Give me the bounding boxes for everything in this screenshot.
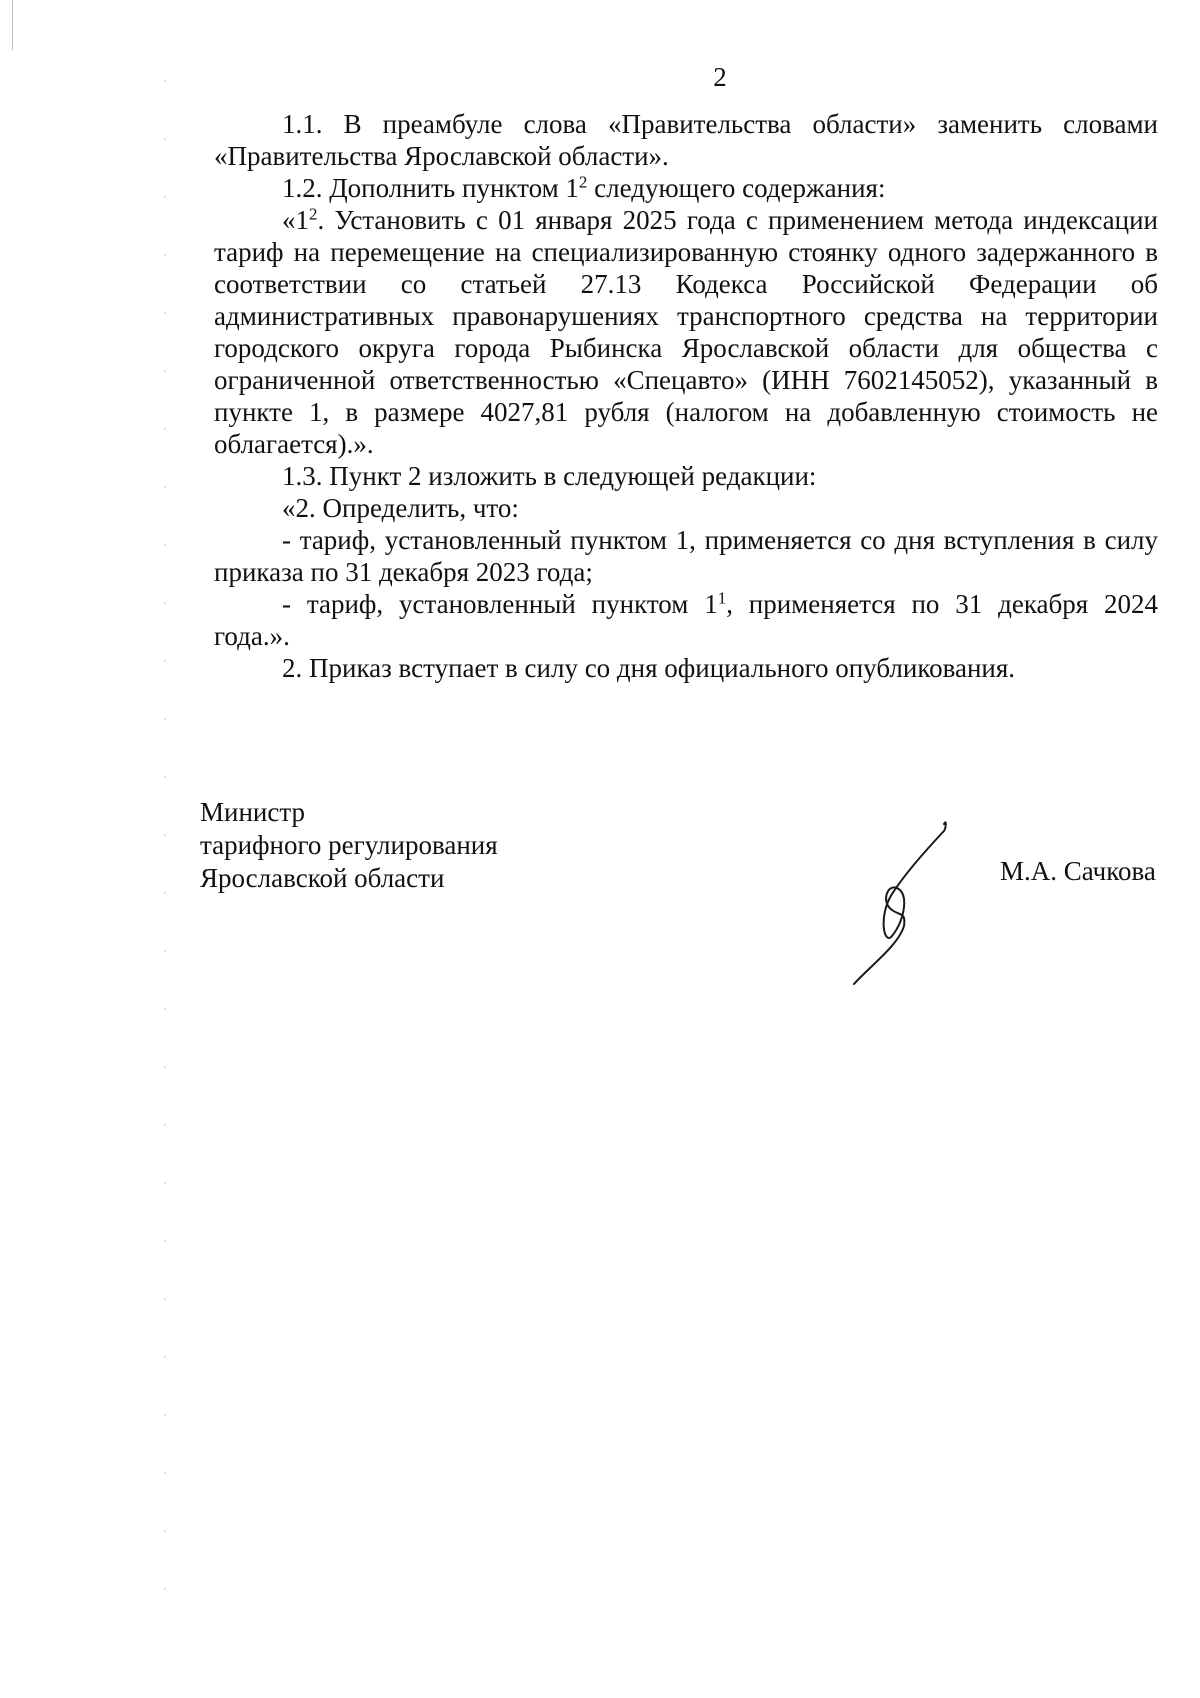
paragraph: - тариф, установленный пунктом 1, применяется со дня вступления в силу приказа по 31 декабря 2023 года;: [214, 525, 1158, 587]
superscript: 2: [309, 204, 318, 224]
signatory-title-line: тарифного регулирования: [200, 830, 498, 860]
handwritten-signature: [848, 818, 958, 988]
signatory-name: М.А. Сачкова: [1000, 856, 1156, 886]
signatory-title-line: Министр: [200, 797, 305, 827]
paragraph: 1.1. В преамбуле слова «Правительства области» заменить словами «Правительства Ярославской области».: [214, 109, 1158, 171]
signatory-title-line: Ярославской области: [200, 863, 445, 893]
paragraph: 1.2. Дополнить пунктом $1^2$ следующего содержания:: [282, 172, 886, 203]
margin-scan-dots: [164, 80, 166, 1600]
paragraph: «$1^2$. Установить с 01 января 2025 года с применением метода индексации тариф на перемещение на специализированную стоянку одного задержанного в соответствии со статьей 27.13 Кодекса Российской Федерации об административных правонарушениях транспортного средства на территории городского округа города Рыбинска Ярославской области для общества с ограниченной ответственностью «Спецавто» (ИНН 7602145052), указанный в пункте 1, в размере 4027,81 рубля (налогом на добавленную стоимость не облагается).».: [214, 204, 1158, 459]
document-body: [214, 108, 1158, 684]
scan-edge-line: [12, 0, 13, 50]
paragraph: 2. Приказ вступает в силу со дня официального опубликования.: [282, 653, 1016, 683]
superscript: 1: [717, 588, 727, 608]
signatory-title: [200, 796, 498, 895]
paragraph: 1.3. Пункт 2 изложить в следующей редакции:: [282, 461, 817, 491]
paragraph: - тариф, установленный пунктом $1^1$, применяется по 31 декабря 2024 года.».: [214, 588, 1159, 651]
superscript: 2: [578, 172, 588, 192]
paragraph: «2. Определить, что:: [282, 493, 519, 523]
page-number: 2: [713, 62, 727, 92]
